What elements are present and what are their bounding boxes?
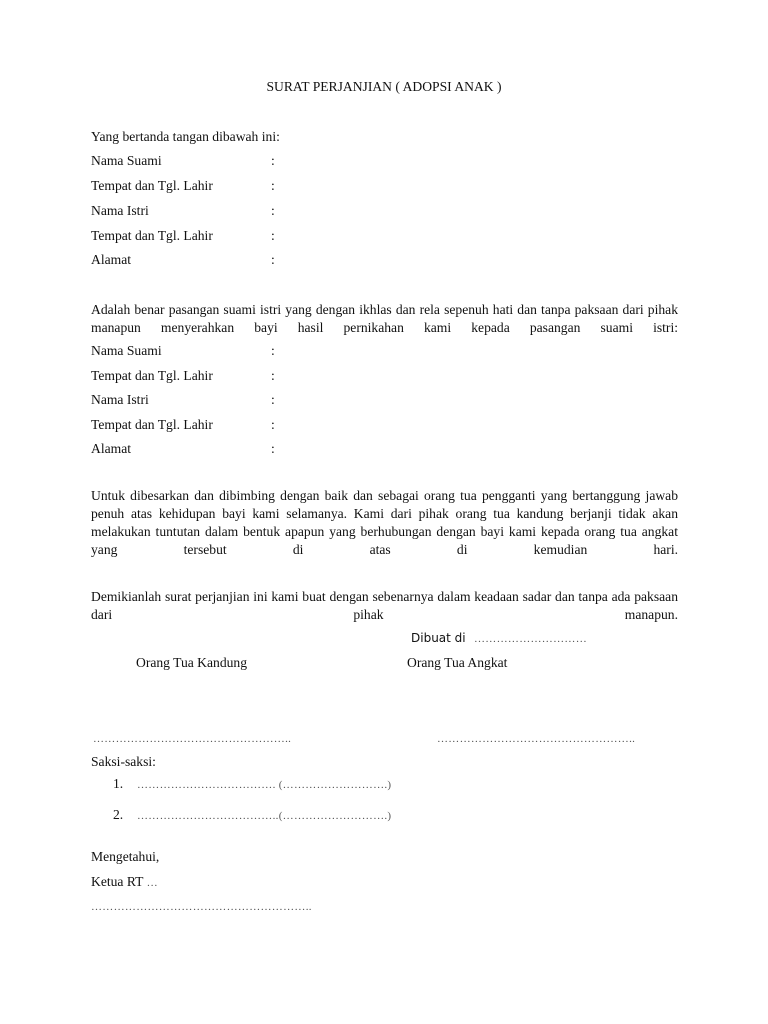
colon: : <box>271 343 275 358</box>
dibuat-di-label: Dibuat di <box>411 631 466 645</box>
colon: : <box>271 252 275 267</box>
witnesses-label: Saksi-saksi: <box>91 754 156 769</box>
colon: : <box>271 178 275 193</box>
dibuat-di-blank: ………………………… <box>474 633 587 645</box>
field-label: Nama Suami <box>91 153 162 168</box>
paragraph-3: Untuk dibesarkan dan dibimbing dengan baik dan sebagai orang tua pengganti yang bertanggung jawab penuh atas kehidupan bayi kami selamanya. Kami dari pihak orang tua kandung berjanji tidak akan melakukan tuntutan dalam bentuk apapun yang berhubungan dengan bayi kami kepada orang tua angkat yang tersebut di atas di kemudian hari. <box>91 488 678 557</box>
witness-line: ………………………………. (……………………….) <box>137 779 392 791</box>
acknowledged-label: Mengetahui, <box>91 849 160 864</box>
signer-left-label: Orang Tua Kandung <box>136 655 248 670</box>
rt-head-text: Ketua RT <box>91 874 144 889</box>
paragraph-4: Demikianlah surat perjanjian ini kami buat dengan sebenarnya dalam keadaan sadar dan tanpa ada paksaan dari pihak manapun. <box>91 589 678 622</box>
field-label: Nama Suami <box>91 343 162 358</box>
signer-right-label: Orang Tua Angkat <box>407 655 508 670</box>
field-label: Nama Istri <box>91 392 149 407</box>
witness-line: ………………………………..(……………………….) <box>137 810 392 822</box>
colon: : <box>271 392 275 407</box>
document-title: SURAT PERJANJIAN ( ADOPSI ANAK ) <box>266 79 502 94</box>
paragraph-2: Adalah benar pasangan suami istri yang dengan ikhlas dan rela sepenuh hati dan tanpa paksaan dari pihak manapun menyerahkan bayi hasil pernikahan kami kepada pasangan suami istri: <box>91 302 678 335</box>
colon: : <box>271 228 275 243</box>
field-label: Nama Istri <box>91 203 149 218</box>
rt-number-blank: … <box>146 877 158 889</box>
field-label: Alamat <box>91 252 132 267</box>
field-label: Tempat dan Tgl. Lahir <box>91 228 213 243</box>
rt-signature-line: ………………………………………………….. <box>91 901 312 913</box>
witness-number: 2. <box>113 807 124 822</box>
colon: : <box>271 153 275 168</box>
signature-line-right: …………………………………………….. <box>437 733 636 745</box>
field-label: Alamat <box>91 441 132 456</box>
rt-head-label <box>91 874 158 891</box>
field-label: Tempat dan Tgl. Lahir <box>91 368 213 383</box>
colon: : <box>271 368 275 383</box>
intro-text: Yang bertanda tangan dibawah ini: <box>91 129 280 144</box>
signature-line-left: …………………………………………….. <box>93 733 292 745</box>
witness-number: 1. <box>113 776 124 791</box>
colon: : <box>271 417 275 432</box>
colon: : <box>271 441 275 456</box>
colon: : <box>271 203 275 218</box>
field-label: Tempat dan Tgl. Lahir <box>91 178 213 193</box>
field-label: Tempat dan Tgl. Lahir <box>91 417 213 432</box>
